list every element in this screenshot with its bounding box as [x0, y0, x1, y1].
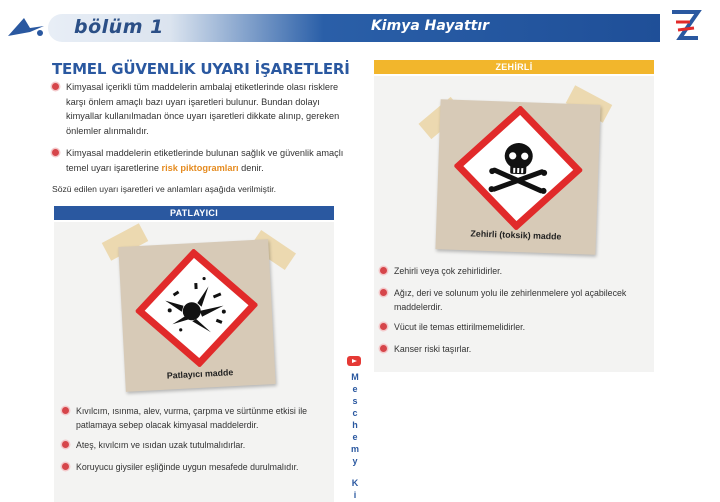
intro-text-2-pre: Kimyasal maddelerin etiketlerinde bulunan sağlık ve güvenlik amaçlı temel uyarı işaretlerine	[66, 148, 344, 173]
explosive-item	[62, 460, 342, 474]
toxic-caption: Zehirli (toksik) madde	[470, 228, 562, 242]
intro-text-2-post: denir.	[238, 162, 264, 173]
side-letter: c	[352, 408, 358, 418]
intro-bullet-2	[52, 146, 344, 175]
z-logo-icon	[668, 8, 702, 44]
risk-pictogram-term: risk piktogramları	[161, 162, 239, 173]
explosive-band: PATLAYICI	[54, 206, 334, 220]
toxic-item-text: Kanser riski taşırlar.	[394, 344, 472, 354]
explosive-item-text: Kıvılcım, ısınma, alev, vurma, çarpma ve sürtünme etkisi ile patlamaya sebep olacak kimyasal maddelerdir.	[76, 406, 308, 430]
bullet-dot-icon	[62, 407, 69, 414]
bullet-dot-icon	[380, 267, 387, 274]
toxic-item	[380, 286, 650, 314]
toxic-item-text: Zehirli veya çok zehirlidirler.	[394, 266, 503, 276]
side-letter: m	[350, 444, 359, 454]
side-letter: M	[351, 372, 359, 382]
bullet-dot-icon	[380, 323, 387, 330]
chapter-label: bölüm 1	[74, 16, 164, 38]
youtube-icon[interactable]	[347, 356, 361, 366]
side-letter: e	[352, 384, 358, 394]
page-title: TEMEL GÜVENLİK UYARI İŞARETLERİ	[52, 60, 350, 78]
side-letter: h	[352, 420, 358, 430]
toxic-item	[380, 320, 650, 334]
intro-note: Sözü edilen uyarı işaretleri ve anlamları aşağıda verilmiştir.	[52, 184, 277, 194]
explosive-item-text: Ateş, kıvılcım ve ısıdan uzak tutulmalıdırlar.	[76, 440, 246, 450]
bullet-dot-icon	[52, 149, 59, 156]
bullet-dot-icon	[52, 83, 59, 90]
intro-text-2	[66, 146, 344, 175]
explosive-caption: Patlayıcı madde	[166, 367, 234, 381]
toxic-item-text: Ağız, deri ve solunum yolu ile zehirlenmelere yol açabilecek maddelerdir.	[394, 288, 627, 312]
side-letter: i	[353, 490, 357, 500]
explosive-item	[62, 438, 342, 452]
intro-bullet-1	[52, 80, 344, 138]
publisher-logo-icon	[6, 14, 46, 40]
bullet-dot-icon	[380, 289, 387, 296]
side-letter: s	[352, 396, 358, 406]
toxic-item-text: Vücut ile temas ettirilmemelidirler.	[394, 322, 526, 332]
explosive-item-text: Koruyucu giysiler eşliğinde uygun mesafede durulmalıdır.	[76, 462, 299, 472]
toxic-item	[380, 342, 650, 356]
bullet-dot-icon	[380, 345, 387, 352]
toxic-band: ZEHİRLİ	[374, 60, 654, 74]
section-title: Kimya Hayattır	[370, 18, 490, 34]
toxic-item	[380, 264, 650, 278]
explosive-pictogram-card	[118, 239, 275, 392]
toxic-pictogram-card	[435, 99, 600, 254]
explosive-item	[62, 404, 342, 432]
side-letter: e	[352, 432, 358, 442]
side-letter: K	[351, 478, 359, 488]
page-header	[0, 0, 720, 52]
side-letter: y	[352, 456, 358, 466]
bullet-dot-icon	[62, 441, 69, 448]
bullet-dot-icon	[62, 463, 69, 470]
skull-crossbones-icon	[452, 104, 584, 232]
intro-text-1: Kimyasal içerikli tüm maddelerin ambalaj etiketlerinde olası risklere karşı önlem amaçlı bazı uyarı işaretleri bulunur. Bundan dolayı kimyallar kullanılmadan önce uyarı işaretleri dikkate alınıp, gereken önlemler alınmalıdır.	[66, 82, 340, 136]
explosive-pictogram-icon	[133, 246, 261, 370]
